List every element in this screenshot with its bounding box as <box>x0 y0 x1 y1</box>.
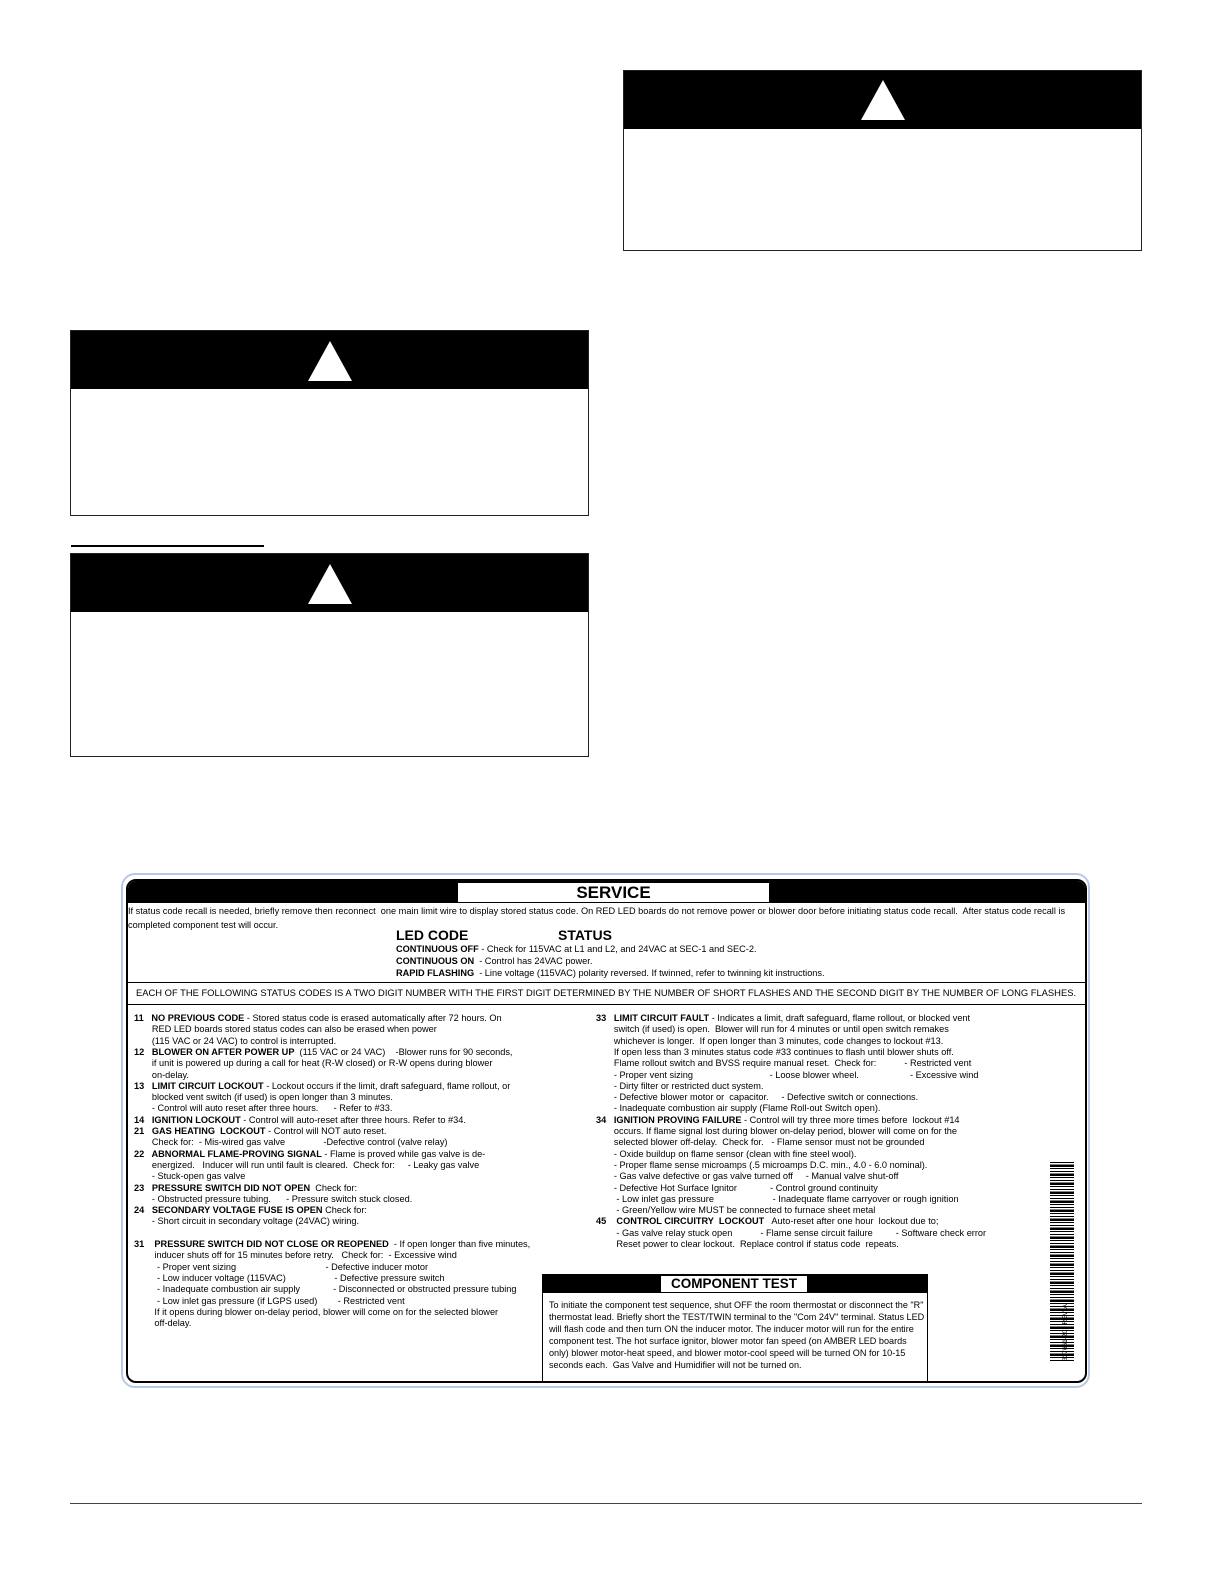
status-code-line <box>134 1171 245 1182</box>
status-code-line <box>596 1228 986 1239</box>
status-code-text: - Short circuit in secondary voltage (24VAC) wiring. <box>134 1216 360 1227</box>
status-code-text: - Dirty filter or restricted duct system. <box>596 1080 764 1091</box>
led-code-row <box>396 956 592 967</box>
status-code-text: switch (if used) is open. Blower will run for 4 minutes or until open switch remakes <box>596 1024 949 1035</box>
status-code-text: - Defective Hot Surface Ignitor - Control ground continuity <box>596 1182 878 1193</box>
status-code-line <box>134 1273 445 1284</box>
service-label <box>126 879 1087 1383</box>
status-code-line <box>134 1160 479 1171</box>
status-code-line <box>134 1239 530 1250</box>
status-code-line <box>134 1149 485 1160</box>
status-code-line <box>596 1058 971 1069</box>
warning-triangle-icon <box>308 564 352 604</box>
status-code-line <box>596 1137 925 1148</box>
led-code-name: CONTINUOUS ON <box>396 956 475 966</box>
status-code-text: selected blower off-delay. Check for. - Flame sensor must not be grounded <box>596 1137 925 1148</box>
status-code-title: 14 IGNITION LOCKOUT <box>134 1114 241 1125</box>
status-code-line <box>134 1013 502 1024</box>
status-code-text: whichever is longer. If open longer than 3 minutes, code changes to lockout #13. <box>596 1035 944 1046</box>
status-code-line <box>134 1081 510 1092</box>
divider <box>128 982 1085 983</box>
status-code-text: - Inadequate combustion air supply - Disconnected or obstructed pressure tubing <box>134 1284 517 1295</box>
led-code-row <box>396 968 825 979</box>
status-code-line <box>134 1024 437 1035</box>
status-code-line <box>596 1047 954 1058</box>
status-code-line <box>596 1013 970 1024</box>
status-code-text: - Stored status code is erased automatically after 72 hours. On <box>244 1013 502 1023</box>
status-code-line <box>596 1115 960 1126</box>
status-code-line <box>596 1103 880 1114</box>
status-code-title: 21 GAS HEATING LOCKOUT <box>134 1126 266 1136</box>
status-code-line <box>134 1296 405 1307</box>
status-code-line <box>134 1318 191 1329</box>
status-code-line <box>596 1024 949 1035</box>
status-code-text: - Low inlet gas pressure - Inadequate flame carryover or rough ignition <box>596 1193 959 1204</box>
component-test-box <box>542 1274 928 1383</box>
status-code-text: on-delay. <box>134 1069 189 1080</box>
status-code-line <box>596 1171 898 1182</box>
led-code-desc: - Line voltage (115VAC) polarity reversed. If twinned, refer to twinning kit instructions. <box>474 968 825 978</box>
status-code-line <box>134 1262 428 1273</box>
status-code-text: If open less than 3 minutes status code #33 continues to flash until blower shuts off. <box>596 1046 954 1057</box>
status-code-line <box>134 1216 359 1227</box>
status-code-text: Check for: - Mis-wired gas valve -Defective control (valve relay) <box>134 1137 448 1148</box>
component-test-line: thermostat lead. Briefly short the TEST/TWIN terminal to the "Com 24V" terminal. Status LED <box>549 1312 925 1322</box>
status-code-text: Reset power to clear lockout. Replace control if status code repeats. <box>596 1239 899 1249</box>
status-code-line <box>596 1036 943 1047</box>
status-code-line <box>596 1216 938 1227</box>
status-code-text: - Proper vent sizing - Defective inducer motor <box>134 1261 429 1272</box>
status-code-text: Check for: <box>310 1182 358 1193</box>
status-code-text: RED LED boards stored status codes can also be erased when power <box>134 1024 437 1035</box>
component-test-line: seconds each. Gas Valve and Humidifier will not be turned on. <box>549 1360 802 1370</box>
status-code-title: 31 PRESSURE SWITCH DID NOT CLOSE OR REOPENED <box>134 1239 389 1249</box>
status-code-text: - Gas valve defective or gas valve turned off - Manual valve shut-off <box>596 1171 899 1182</box>
status-code-text: - Low inducer voltage (115VAC) - Defective pressure switch <box>134 1272 445 1283</box>
status-code-line <box>134 1070 189 1081</box>
warning-header <box>71 331 588 389</box>
status-code-line <box>596 1205 875 1216</box>
status-code-line <box>596 1081 763 1092</box>
status-code-line <box>134 1103 392 1114</box>
status-code-title: 33 LIMIT CIRCUIT FAULT <box>596 1013 710 1023</box>
component-test-title: COMPONENT TEST <box>661 1276 807 1292</box>
status-code-text: inducer shuts off for 15 minutes before retry. Check for: - Excessive wind <box>134 1250 457 1261</box>
warning-header <box>624 71 1141 129</box>
status-code-text: - Control will try three more times before lockout #14 <box>741 1114 960 1125</box>
service-header-bar <box>128 881 1085 903</box>
warning-box-top-right <box>623 70 1142 251</box>
status-code-text: - Stuck-open gas valve <box>134 1171 246 1182</box>
warning-header <box>71 554 588 612</box>
status-code-line <box>134 1036 336 1047</box>
part-number: 337661-201 REV. A <box>1062 1304 1069 1361</box>
service-title: SERVICE <box>458 883 769 902</box>
status-code-title: 45 CONTROL CIRCUITRY LOCKOUT <box>596 1216 765 1227</box>
led-status-heading: STATUS <box>558 927 612 943</box>
status-code-line <box>596 1092 918 1103</box>
led-code-name: CONTINUOUS OFF <box>396 944 479 954</box>
status-code-text: occurs. If flame signal lost during blower on-delay period, blower will come on for the <box>596 1126 958 1136</box>
footer-rule <box>70 1503 1142 1504</box>
status-code-line <box>596 1070 978 1081</box>
status-code-line <box>596 1160 927 1171</box>
status-code-title: 12 BLOWER ON AFTER POWER UP <box>134 1046 295 1057</box>
status-code-line <box>134 1047 513 1058</box>
divider <box>128 1004 1085 1005</box>
status-code-line <box>596 1149 856 1160</box>
status-code-text: energized. Inducer will run until fault is cleared. Check for: - Leaky gas valve <box>134 1159 480 1170</box>
component-test-line: component test. The hot surface ignitor, blower motor fan speed (on AMBER LED boards <box>549 1336 907 1346</box>
status-code-text: - Obstructed pressure tubing. - Pressure switch stuck closed. <box>134 1193 413 1204</box>
led-code-name: RAPID FLASHING <box>396 968 475 978</box>
status-code-text: - Control will NOT auto reset. <box>265 1126 387 1136</box>
status-code-text: - Lockout occurs if the limit, draft safeguard, flame rollout, or <box>263 1080 511 1091</box>
component-test-header <box>543 1275 927 1293</box>
recall-note-line: completed component test will occur. <box>128 920 279 930</box>
status-code-line <box>596 1126 957 1137</box>
section-underline <box>71 545 264 547</box>
status-code-text: - Proper vent sizing - Loose blower wheel. - Excessive wind <box>596 1069 979 1080</box>
status-code-text: Check for: <box>322 1205 367 1216</box>
status-code-text: - Indicates a limit, draft safeguard, flame rollout, or blocked vent <box>709 1013 971 1023</box>
component-test-line: only) blower motor-heat speed, and blower motor-cool speed will be turned ON for 10-15 <box>549 1348 906 1358</box>
status-code-text: - Oxide buildup on flame sensor (clean with fine steel wool). <box>596 1148 857 1159</box>
status-code-line <box>134 1205 367 1216</box>
status-code-line <box>134 1307 498 1318</box>
status-code-line <box>134 1137 447 1148</box>
status-codes-note: EACH OF THE FOLLOWING STATUS CODES IS A TWO DIGIT NUMBER WITH THE FIRST DIGIT DETERMINED BY THE NUMBER OF SHORT FLASHES AND THE SECOND DIGIT BY THE NUMBER OF LONG FLASHES. <box>136 987 1077 998</box>
status-code-text: Flame rollout switch and BVSS require manual reset. Check for: - Restricted vent <box>596 1058 972 1069</box>
status-code-line <box>134 1250 457 1261</box>
status-code-line <box>134 1183 357 1194</box>
status-code-text: - Flame is proved while gas valve is de- <box>321 1148 486 1159</box>
led-code-desc: - Check for 115VAC at L1 and L2, and 24VAC at SEC-1 and SEC-2. <box>478 944 757 954</box>
status-code-text: if unit is powered up during a call for heat (R-W closed) or R-W opens during blower <box>134 1058 493 1069</box>
led-code-heading: LED CODE <box>396 927 469 943</box>
status-code-text: (115 VAC or 24 VAC) to control is interrupted. <box>134 1035 337 1046</box>
status-code-title: 22 ABNORMAL FLAME-PROVING SIGNAL <box>134 1148 322 1159</box>
warning-box-left-1 <box>70 330 589 516</box>
status-code-line <box>134 1115 466 1126</box>
status-code-text: - Green/Yellow wire MUST be connected to furnace sheet metal <box>596 1205 876 1216</box>
status-code-title: 24 SECONDARY VOLTAGE FUSE IS OPEN <box>134 1205 323 1216</box>
led-code-desc: - Control has 24VAC power. <box>474 956 593 966</box>
status-code-text: - Defective blower motor or capacitor. - Defective switch or connections. <box>596 1092 919 1103</box>
status-code-text: If it opens during blower on-delay period, blower will come on for the selected blower <box>134 1306 499 1317</box>
status-code-line <box>134 1058 492 1069</box>
status-code-text: Auto-reset after one hour lockout due to; <box>764 1216 939 1227</box>
status-code-line <box>596 1183 878 1194</box>
status-code-line <box>596 1194 959 1205</box>
status-code-text: - Control will auto-reset after three hours. Refer to #34. <box>240 1114 466 1125</box>
status-code-text: blocked vent switch (if used) is open longer than 3 minutes. <box>134 1092 393 1103</box>
status-code-text: (115 VAC or 24 VAC) -Blower runs for 90 seconds, <box>294 1046 513 1057</box>
warning-box-left-2 <box>70 553 589 757</box>
status-code-text: - Inadequate combustion air supply (Flame Roll-out Switch open). <box>596 1103 881 1114</box>
status-code-line <box>134 1092 393 1103</box>
status-code-text: - Low inlet gas pressure (if LGPS used) - Restricted vent <box>134 1295 405 1306</box>
status-code-title: 11 NO PREVIOUS CODE <box>134 1013 245 1023</box>
warning-triangle-icon <box>308 341 352 381</box>
status-code-text: - Control will auto reset after three hours. - Refer to #33. <box>134 1103 393 1114</box>
status-code-text: - If open longer than five minutes, <box>388 1239 531 1249</box>
status-code-line <box>596 1239 899 1250</box>
status-code-line <box>134 1126 386 1137</box>
component-test-line: To initiate the component test sequence, shut OFF the room thermostat or disconnect the "R" <box>549 1300 924 1310</box>
status-code-text: off-delay. <box>134 1318 192 1329</box>
status-code-title: 34 IGNITION PROVING FAILURE <box>596 1114 742 1125</box>
led-code-row <box>396 944 757 955</box>
status-code-text: - Proper flame sense microamps (.5 microamps D.C. min., 4.0 - 6.0 nominal). <box>596 1159 928 1170</box>
status-code-line <box>134 1284 517 1295</box>
status-code-title: 23 PRESSURE SWITCH DID NOT OPEN <box>134 1182 311 1193</box>
component-test-line: will flash code and then turn ON the inducer motor. The inducer motor will run for the entire <box>549 1324 914 1334</box>
warning-triangle-icon <box>861 80 905 120</box>
status-code-line <box>134 1194 412 1205</box>
status-code-title: 13 LIMIT CIRCUIT LOCKOUT <box>134 1080 264 1091</box>
recall-note-line: If status code recall is needed, briefly remove then reconnect one main limit wire to display stored status code. On RED LED boards do not remove power or blower door before initiating status code recall. After status code recall is <box>128 906 1066 916</box>
status-code-text: - Gas valve relay stuck open - Flame sense circuit failure - Software check error <box>596 1227 987 1238</box>
